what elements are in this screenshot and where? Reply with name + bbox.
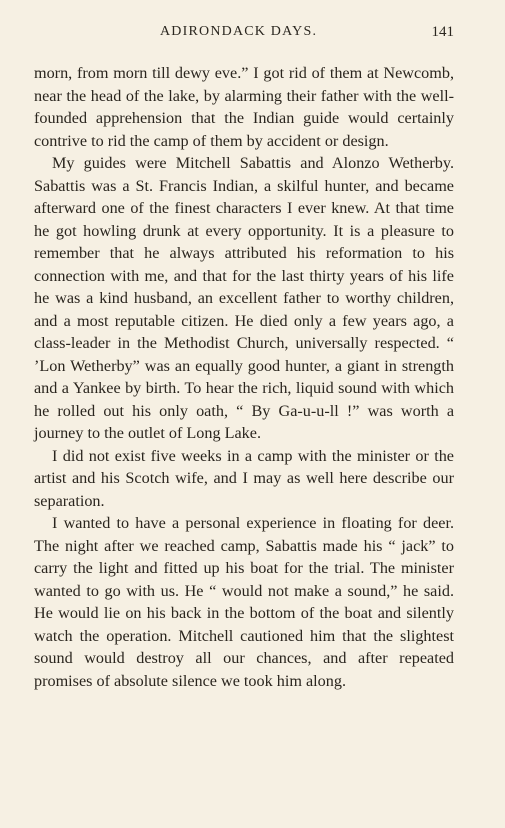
running-title: ADIRONDACK DAYS.: [160, 24, 318, 39]
paragraph-guides: My guides were Mitchell Sabattis and Alonzo Wetherby. Sabattis was a St. Francis Indian, a skilful hunter, and became afterward one of the finest characters I ever knew. At that time he got howling drunk at every opportunity. It is a pleasure to remember that he always attributed his reformation to his connection with me, and that for the last thirty years of his life he was a kind husband, an excellent father to worthy children, and a most reputable citizen. He died only a few years ago, a class-leader in the Methodist Church, universally respected. “ ’Lon Wetherby” was an equally good hunter, a giant in strength and a Yankee by birth. To hear the rich, liquid sound with which he rolled out his only oath, “ By Ga-u-u-ll !” was worth a journey to the outlet of Long Lake.: [34, 154, 454, 442]
paragraph-floating-for-deer: I wanted to have a personal experience in floating for deer. The night after we reached camp, Sabattis made his “ jack” to carry the light and fitted up his boat for the trial. The minister wanted to go with us. He “ would not make a sound,” he said. He would lie on his back in the bottom of the boat and silently watch the operation. Mitchell cautioned him that the slightest sound would destroy all our chances, and after repeated promises of absolute silence we took him along.: [34, 514, 454, 690]
paragraph-continued: morn, from morn till dewy eve.” I got rid of them at Newcomb, near the head of the lake, by alarming their father with the well-founded apprehension that the Indian guide would certainly contrive to rid the camp of them by accident or design.: [34, 64, 454, 150]
page-header: [34, 24, 454, 44]
paragraph-separation: I did not exist five weeks in a camp with the minister or the artist and his Scotch wife, and I may as well here describe our separation.: [34, 446, 454, 510]
body-text: [34, 62, 454, 692]
page-number: 141: [431, 24, 454, 40]
